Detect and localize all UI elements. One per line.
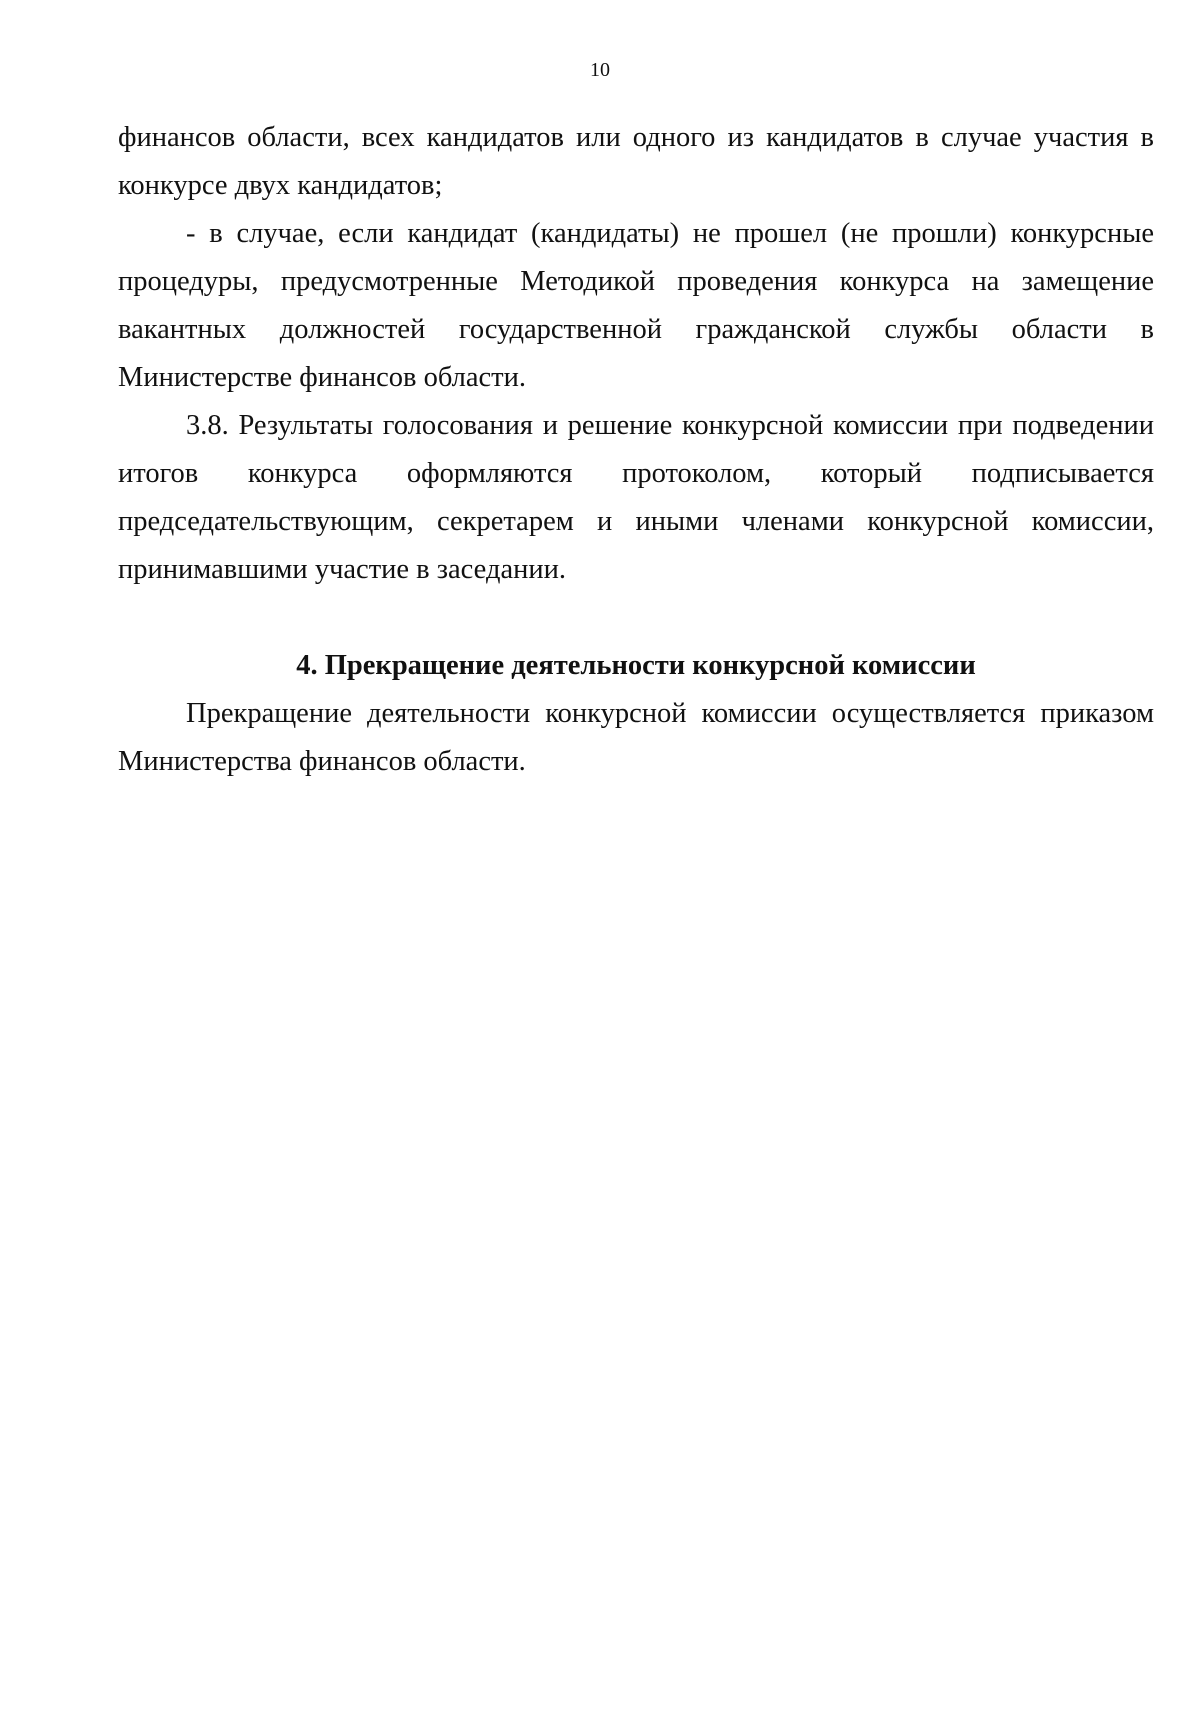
- paragraph-bullet-failed-procedures: - в случае, если кандидат (кандидаты) не прошел (не прошли) конкурсные процедуры, предусмотренные Методикой проведения конкурса на замещение вакантных должностей государственной гражданской службы области в Министерстве финансов области.: [118, 218, 1154, 393]
- page-number: 10: [590, 59, 610, 81]
- paragraph-3-8-voting-results: 3.8. Результаты голосования и решение конкурсной комиссии при подведении итогов конкурса оформляются протоколом, который подписывается председательствующим, секретарем и иными членами конкурсной комиссии, принимавшими участие в заседании.: [118, 410, 1154, 585]
- paragraph-section-4-text: Прекращение деятельности конкурсной комиссии осуществляется приказом Министерства финансов области.: [118, 698, 1154, 777]
- document-body: [118, 114, 1154, 786]
- paragraph-continuation: финансов области, всех кандидатов или одного из кандидатов в случае участия в конкурсе двух кандидатов;: [118, 122, 1154, 201]
- section-4-heading: 4. Прекращение деятельности конкурсной комиссии: [296, 650, 976, 681]
